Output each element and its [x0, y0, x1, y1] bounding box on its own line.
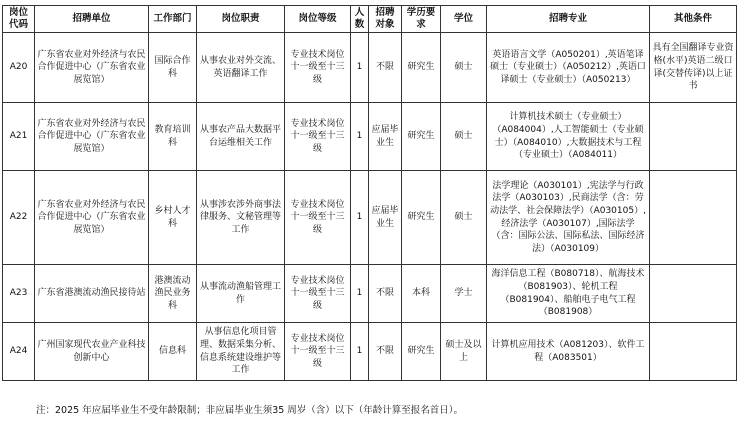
- header-other: 其他条件: [650, 6, 737, 33]
- cell-count: 1: [351, 33, 369, 103]
- cell-degree: 硕士: [441, 103, 487, 171]
- cell-education: 研究生: [402, 33, 441, 103]
- cell-duty: 从事涉农涉外商事法律服务、文秘管理等工作: [197, 171, 285, 265]
- cell-other: [650, 265, 737, 323]
- cell-dept: 港澳流动渔民业务科: [149, 265, 197, 323]
- cell-level: 专业技术岗位十一级至十三级: [285, 103, 351, 171]
- cell-dept: 教育培训科: [149, 103, 197, 171]
- table-row: [3, 33, 737, 103]
- cell-degree: 硕士: [441, 33, 487, 103]
- cell-other: [650, 323, 737, 381]
- cell-major: 计算机应用技术（A081203）、软件工程（A083501）: [487, 323, 650, 381]
- cell-level: 专业技术岗位十一级至十三级: [285, 265, 351, 323]
- header-degree: 学位: [441, 6, 487, 33]
- cell-other: [650, 103, 737, 171]
- cell-education: 研究生: [402, 323, 441, 381]
- cell-degree: 学士: [441, 265, 487, 323]
- cell-degree: 硕士: [441, 171, 487, 265]
- cell-level: 专业技术岗位十一级至十三级: [285, 171, 351, 265]
- cell-count: 1: [351, 265, 369, 323]
- cell-major: 法学理论（A030101）,宪法学与行政法学（A030103）,民商法学（含：劳动法学、社会保障法学）（A030105）,经济法学（A030107）,国际法学（含：国际公法、国际私法、国际经济法）（A030109）: [487, 171, 650, 265]
- cell-duty: 从事农业对外交流、英语翻译工作: [197, 33, 285, 103]
- cell-duty: 从事流动渔船管理工作: [197, 265, 285, 323]
- cell-unit: 广东省农业对外经济与农民合作促进中心（广东省农业展览馆）: [35, 103, 149, 171]
- header-unit: 招聘单位: [35, 6, 149, 33]
- header-code: 岗位代码: [3, 6, 35, 33]
- cell-education: 研究生: [402, 171, 441, 265]
- cell-count: 1: [351, 103, 369, 171]
- recruitment-table: [2, 5, 737, 381]
- cell-unit: 广东省农业对外经济与农民合作促进中心（广东省农业展览馆）: [35, 171, 149, 265]
- cell-target: 不限: [369, 265, 402, 323]
- cell-unit: 广东省港澳流动渔民接待站: [35, 265, 149, 323]
- table-row: [3, 103, 737, 171]
- cell-education: 本科: [402, 265, 441, 323]
- cell-dept: 乡村人才科: [149, 171, 197, 265]
- table-row: [3, 265, 737, 323]
- cell-major: 英语语言文学（A050201）,英语笔译硕士（专业硕士）（A050212）,英语口译硕士（专业硕士）（A050213）: [487, 33, 650, 103]
- cell-target: 不限: [369, 323, 402, 381]
- cell-dept: 国际合作科: [149, 33, 197, 103]
- header-education: 学历要求: [402, 6, 441, 33]
- cell-code: A24: [3, 323, 35, 381]
- header-dept: 工作部门: [149, 6, 197, 33]
- cell-major: 计算机技术硕士（专业硕士）（A084004）,人工智能硕士（专业硕士）（A084010）,大数据技术与工程（专业硕士）（A084011）: [487, 103, 650, 171]
- cell-code: A21: [3, 103, 35, 171]
- cell-level: 专业技术岗位十一级至十三级: [285, 323, 351, 381]
- cell-other: [650, 171, 737, 265]
- cell-count: 1: [351, 323, 369, 381]
- cell-code: A20: [3, 33, 35, 103]
- cell-dept: 信息科: [149, 323, 197, 381]
- cell-target: 应届毕业生: [369, 171, 402, 265]
- cell-target: 应届毕业生: [369, 103, 402, 171]
- cell-major: 海洋信息工程（B080718）、航海技术（B081903）、轮机工程（B081904）、船舶电子电气工程（B081908）: [487, 265, 650, 323]
- header-target: 招聘对象: [369, 6, 402, 33]
- table-row: [3, 171, 737, 265]
- cell-degree: 硕士及以上: [441, 323, 487, 381]
- cell-unit: 广州国家现代农业产业科技创新中心: [35, 323, 149, 381]
- cell-other: 具有全国翻译专业资格(水平)英语二级口译(交替传译)以上证书: [650, 33, 737, 103]
- cell-unit: 广东省农业对外经济与农民合作促进中心（广东省农业展览馆）: [35, 33, 149, 103]
- header-duty: 岗位职责: [197, 6, 285, 33]
- header-level: 岗位等级: [285, 6, 351, 33]
- cell-code: A23: [3, 265, 35, 323]
- header-major: 招聘专业: [487, 6, 650, 33]
- cell-target: 不限: [369, 33, 402, 103]
- cell-count: 1: [351, 171, 369, 265]
- table-row: [3, 323, 737, 381]
- cell-level: 专业技术岗位十一级至十三级: [285, 33, 351, 103]
- cell-duty: 从事农产品大数据平台运维相关工作: [197, 103, 285, 171]
- cell-duty: 从事信息化项目管理、数据采集分析、信息系统建设维护等工作: [197, 323, 285, 381]
- cell-code: A22: [3, 171, 35, 265]
- table-header-row: [3, 6, 737, 33]
- cell-education: 研究生: [402, 103, 441, 171]
- header-count: 人数: [351, 6, 369, 33]
- footnote: 注：2025 年应届毕业生不受年龄限制；非应届毕业生须35 周岁（含）以下（年龄计算至报名首日）。: [36, 405, 464, 416]
